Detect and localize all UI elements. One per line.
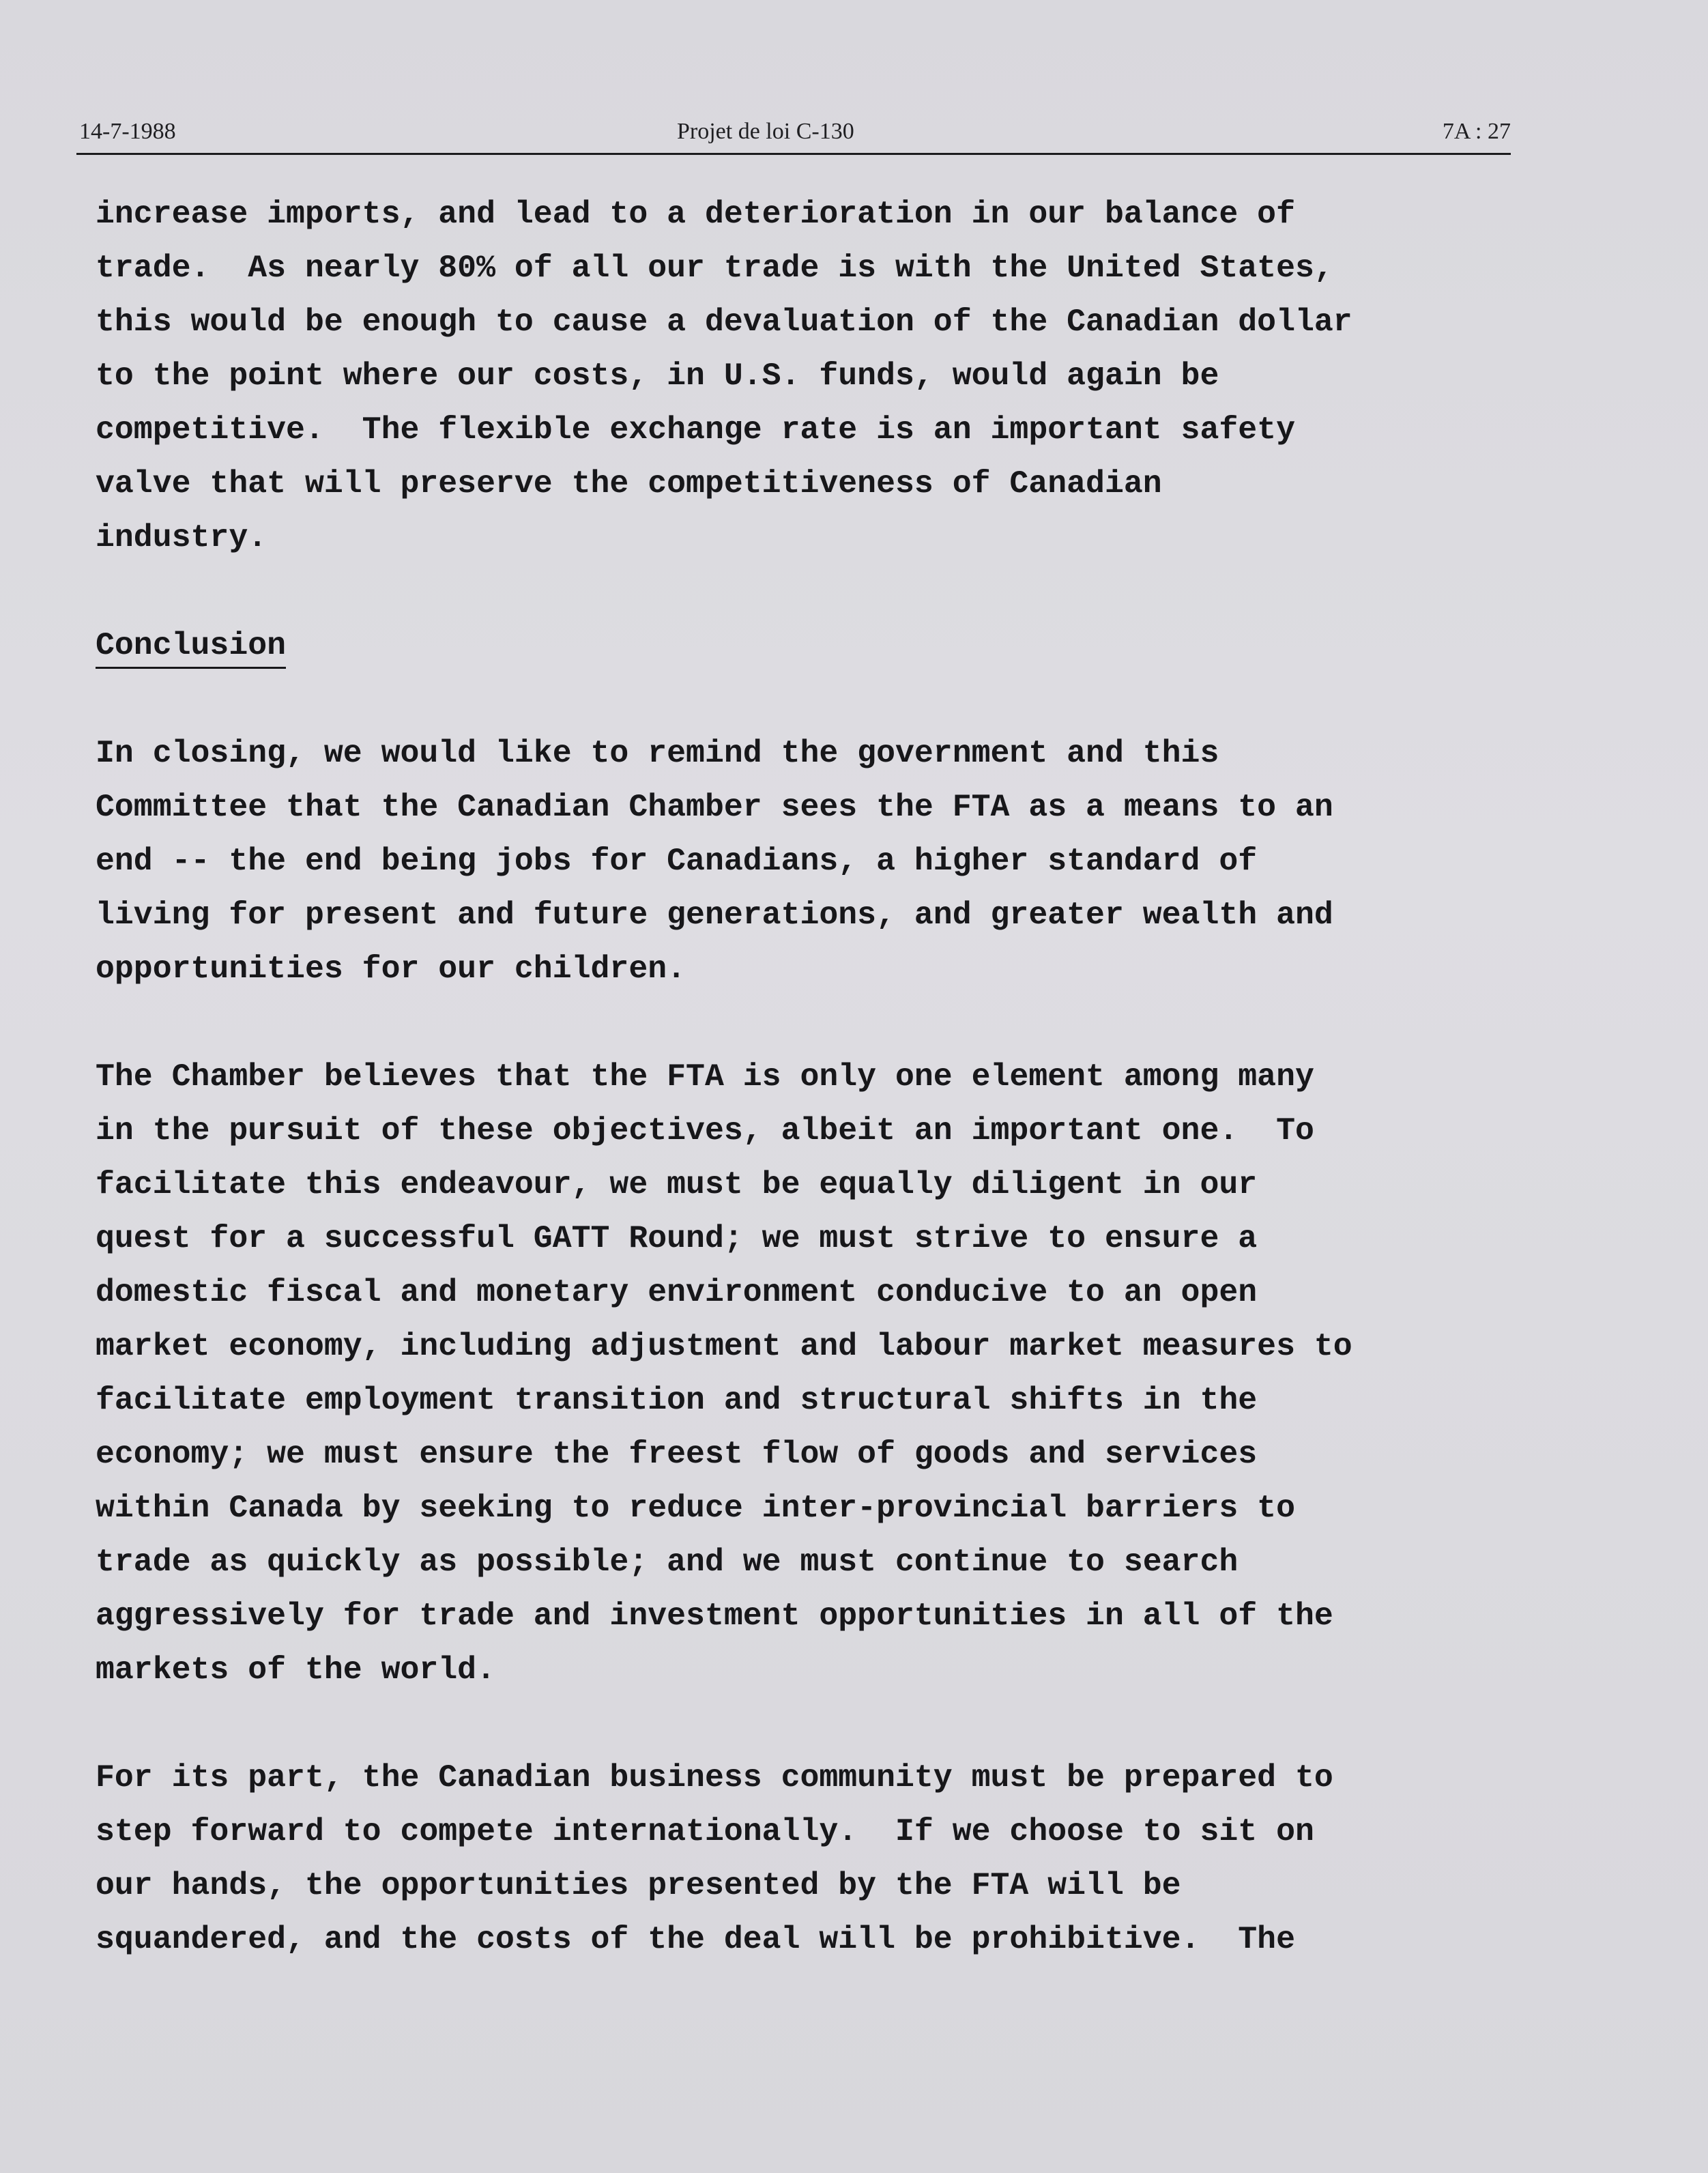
page-header xyxy=(76,115,1511,155)
text-line: quest for a successful GATT Round; we must strive to ensure a xyxy=(96,1220,1258,1256)
text-line: competitive. The flexible exchange rate is an important safety xyxy=(96,412,1295,448)
text-line: trade as quickly as possible; and we must continue to search xyxy=(96,1544,1239,1580)
text-line: within Canada by seeking to reduce inter-provincial barriers to xyxy=(96,1490,1295,1526)
text-line: The Chamber believes that the FTA is only one element among many xyxy=(96,1059,1314,1095)
text-line: squandered, and the costs of the deal will be prohibitive. The xyxy=(96,1921,1295,1957)
paragraph-exchange-rate xyxy=(96,187,1542,564)
text-line: market economy, including adjustment and labour market measures to xyxy=(96,1328,1352,1364)
header-date: 14-7-1988 xyxy=(79,119,176,144)
paragraph-closing xyxy=(96,726,1542,996)
text-line: domestic fiscal and monetary environment conducive to an open xyxy=(96,1274,1258,1310)
text-line: trade. As nearly 80% of all our trade is with the United States, xyxy=(96,250,1333,286)
text-line: living for present and future generations, and greater wealth and xyxy=(96,897,1333,933)
text-line: For its part, the Canadian business community must be prepared to xyxy=(96,1759,1333,1796)
text-line: in the pursuit of these objectives, albeit an important one. To xyxy=(96,1112,1314,1149)
section-heading-wrap xyxy=(96,618,1542,672)
text-line: facilitate this endeavour, we must be equally diligent in our xyxy=(96,1166,1258,1203)
text-line: valve that will preserve the competitiveness of Canadian xyxy=(96,465,1162,502)
text-line: to the point where our costs, in U.S. funds, would again be xyxy=(96,358,1219,394)
text-line: economy; we must ensure the freest flow of goods and services xyxy=(96,1436,1258,1472)
text-line: Committee that the Canadian Chamber sees the FTA as a means to an xyxy=(96,789,1333,825)
text-line: facilitate employment transition and structural shifts in the xyxy=(96,1382,1258,1418)
section-heading-conclusion: Conclusion xyxy=(96,624,286,669)
paragraph-business-community xyxy=(96,1751,1542,1966)
text-line: markets of the world. xyxy=(96,1652,495,1688)
text-line: increase imports, and lead to a deterioration in our balance of xyxy=(96,196,1295,232)
text-line: step forward to compete internationally. If we choose to sit on xyxy=(96,1813,1314,1850)
text-line: In closing, we would like to remind the government and this xyxy=(96,735,1219,771)
header-page-number: 7A : 27 xyxy=(1442,119,1511,144)
document-body xyxy=(96,187,1542,1966)
text-line: our hands, the opportunities presented by the FTA will be xyxy=(96,1867,1181,1903)
text-line: industry. xyxy=(96,519,267,556)
header-title: Projet de loi C-130 xyxy=(677,119,854,144)
text-line: aggressively for trade and investment opportunities in all of the xyxy=(96,1598,1333,1634)
paragraph-objectives xyxy=(96,1050,1542,1697)
text-line: opportunities for our children. xyxy=(96,951,686,987)
text-line: this would be enough to cause a devaluation of the Canadian dollar xyxy=(96,304,1352,340)
text-line: end -- the end being jobs for Canadians, a higher standard of xyxy=(96,843,1258,879)
